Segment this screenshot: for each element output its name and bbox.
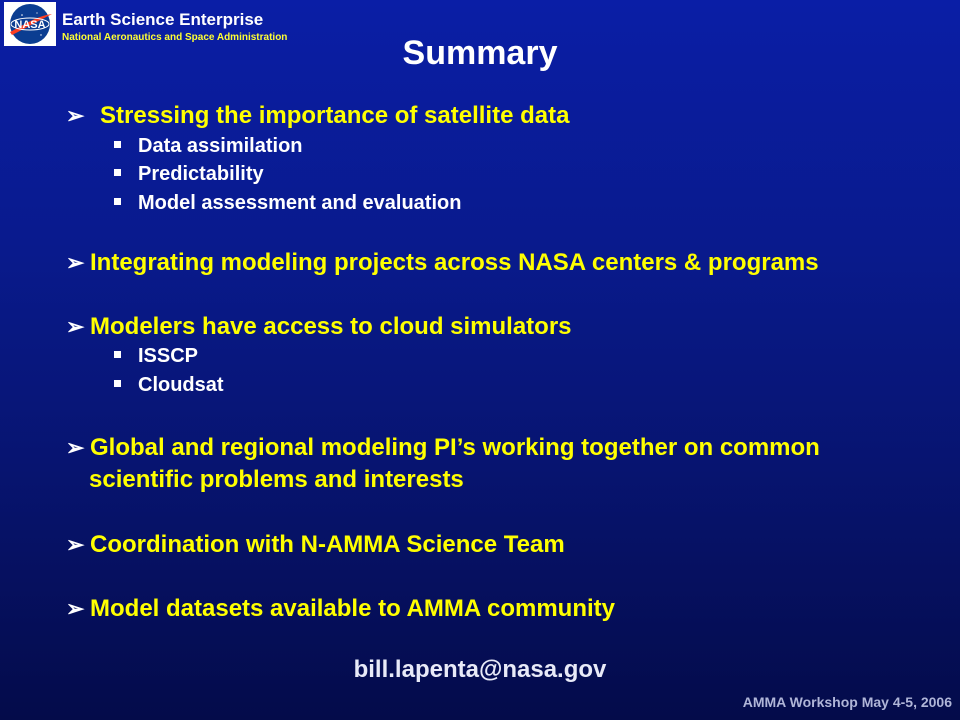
bullet-item bbox=[66, 247, 819, 279]
bullet-text: Stressing the importance of satellite data bbox=[100, 102, 570, 129]
square-icon bbox=[114, 380, 121, 387]
bullet-text: Model datasets available to AMMA community bbox=[90, 595, 615, 622]
bullet-text: Modelers have access to cloud simulators bbox=[90, 313, 572, 340]
square-icon bbox=[114, 141, 121, 148]
bullet-item bbox=[66, 311, 572, 343]
sub-bullet-text: Data assimilation bbox=[138, 135, 303, 157]
bullet-item bbox=[66, 100, 569, 132]
square-icon bbox=[114, 351, 121, 358]
bullet-item bbox=[66, 432, 820, 496]
bullet-text-line1: Global and regional modeling PI’s working together on common bbox=[90, 434, 820, 461]
arrowhead-icon: ➢ bbox=[66, 532, 85, 557]
bullet-item bbox=[66, 529, 565, 561]
sub-bullet-item bbox=[114, 160, 264, 188]
slide-title: Summary bbox=[402, 34, 558, 72]
bullet-text: Integrating modeling projects across NASA centers & programs bbox=[90, 249, 819, 276]
org-subtitle: National Aeronautics and Space Administration bbox=[62, 32, 288, 43]
bullet-text-line2: scientific problems and interests bbox=[89, 466, 464, 493]
arrowhead-icon: ➢ bbox=[66, 250, 85, 275]
sub-bullet-item bbox=[114, 189, 461, 217]
sub-bullet-text: Cloudsat bbox=[138, 374, 224, 396]
sub-bullet-text: Model assessment and evaluation bbox=[138, 192, 462, 214]
bullet-text: Coordination with N-AMMA Science Team bbox=[90, 531, 565, 558]
arrowhead-icon: ➢ bbox=[66, 596, 85, 621]
footer-text: AMMA Workshop May 4-5, 2006 bbox=[742, 694, 952, 710]
sub-bullet-text: Predictability bbox=[138, 163, 264, 185]
nasa-logo-text: NASA bbox=[14, 19, 46, 31]
arrowhead-icon: ➢ bbox=[66, 103, 85, 128]
bullet-item bbox=[66, 593, 615, 625]
org-title: Earth Science Enterprise bbox=[62, 10, 264, 29]
contact-email: bill.lapenta@nasa.gov bbox=[353, 656, 607, 683]
arrowhead-icon: ➢ bbox=[66, 314, 85, 339]
sub-bullet-text: ISSCP bbox=[138, 345, 199, 367]
arrowhead-icon: ➢ bbox=[66, 435, 85, 460]
square-icon bbox=[114, 169, 121, 176]
sub-bullet-item bbox=[114, 371, 224, 399]
sub-bullet-item bbox=[114, 132, 303, 160]
square-icon bbox=[114, 198, 121, 205]
sub-bullet-item bbox=[114, 342, 198, 370]
